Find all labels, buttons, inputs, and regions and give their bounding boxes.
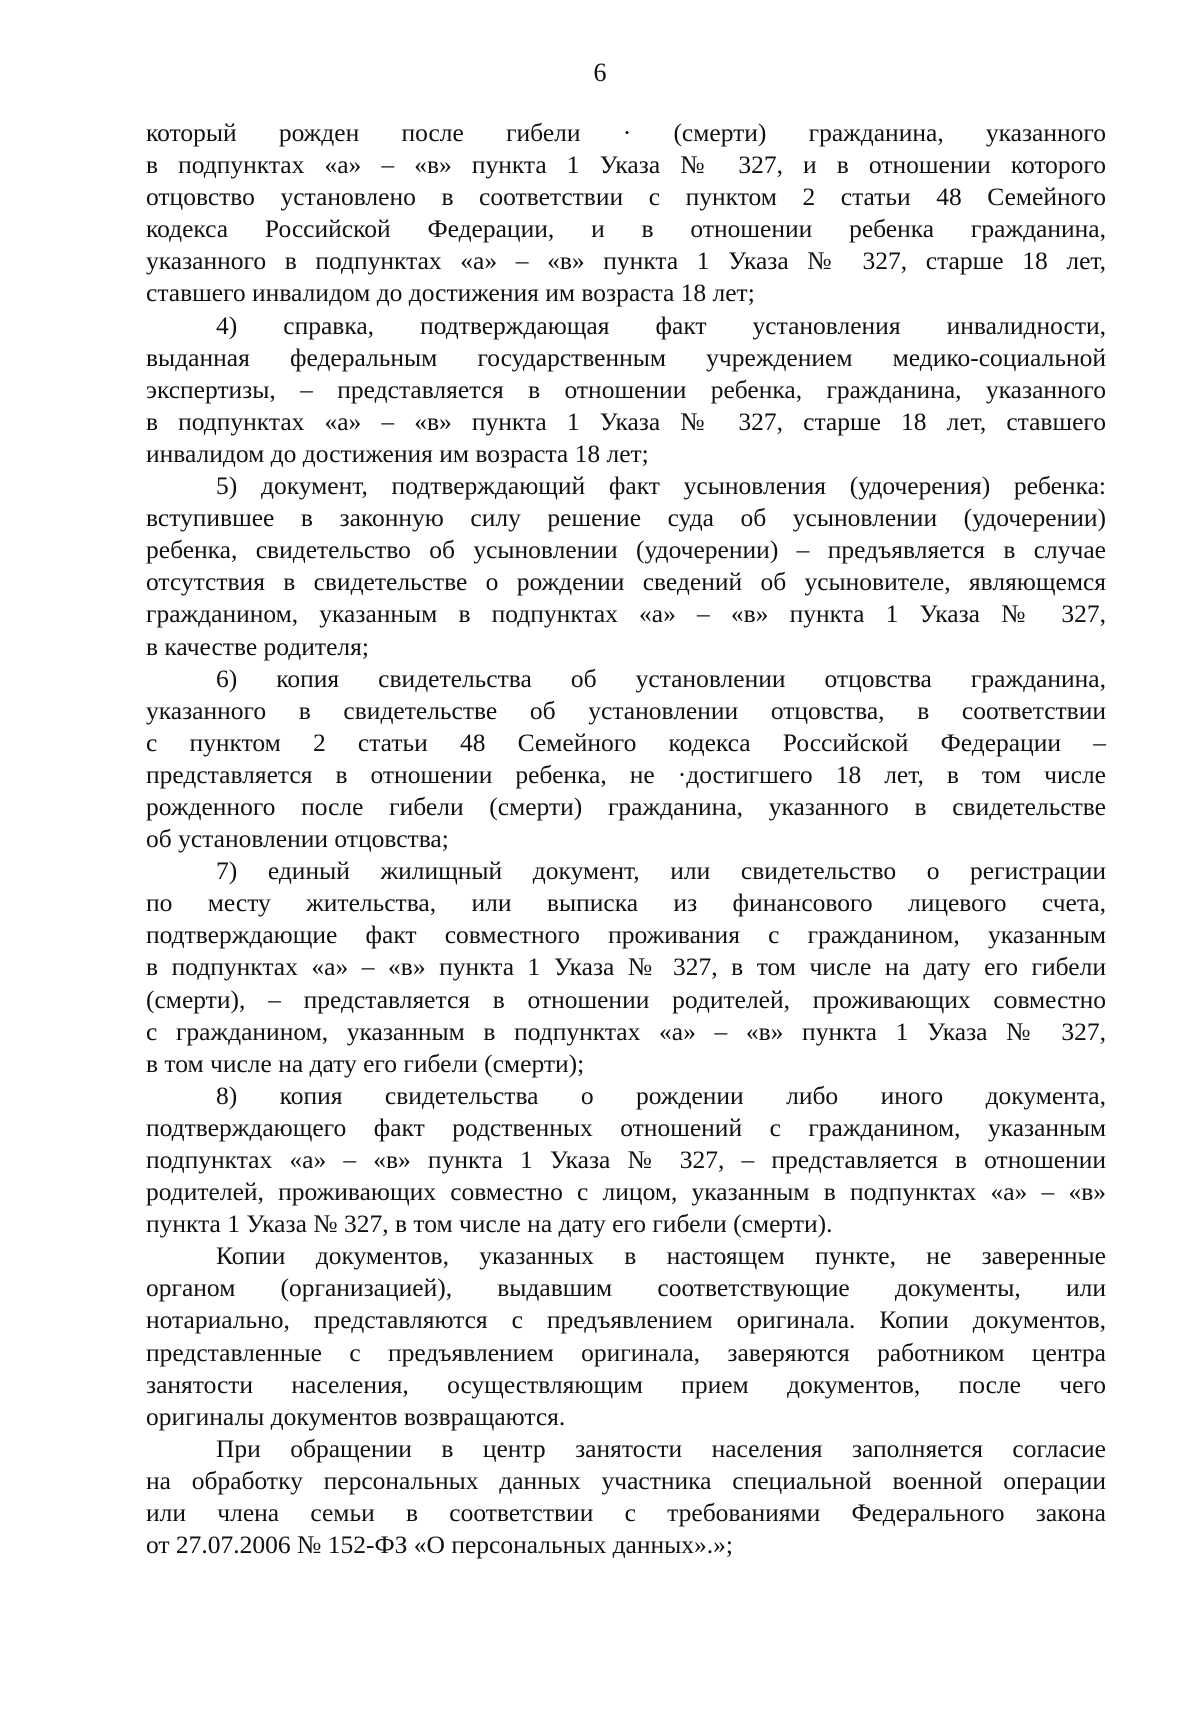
text-line: с гражданином, указанным в подпунктах «а» – «в» пункта 1 Указа № 327, [146,1016,1106,1046]
text-line: 7) единый жилищный документ, или свидетельство о регистрации [216,856,1106,886]
text-line: пункта 1 Указа № 327, в том числе на дату его гибели (смерти). [146,1209,833,1239]
paragraph [146,1080,1106,1240]
text-line: с пунктом 2 статьи 48 Семейного кодекса Российской Федерации – [146,727,1106,757]
text-line: инвалидом до достижения им возраста 18 лет; [146,438,649,468]
text-line: в подпунктах «а» – «в» пункта 1 Указа № 327, старше 18 лет, ставшего [146,406,1106,436]
text-line: указанного в свидетельстве об установлении отцовства, в соответствии [146,695,1106,725]
text-line: ставшего инвалидом до достижения им возраста 18 лет; [146,278,755,308]
text-line: подпунктах «а» – «в» пункта 1 Указа № 327, – представляется в отношении [146,1145,1106,1174]
page-number: 6 [593,58,607,87]
text-line: подтверждающего факт родственных отношений с гражданином, указанным [146,1112,1106,1142]
text-line: занятости населения, осуществляющим прием документов, после чего [146,1369,1106,1399]
text-line: указанного в подпунктах «а» – «в» пункта 1 Указа № 327, старше 18 лет, [146,246,1106,276]
text-line: в том числе на дату его гибели (смерти); [146,1048,585,1078]
text-line: При обращении в центр занятости населения заполняется согласие [216,1433,1106,1463]
text-line: органом (организацией), выдавшим соответствующие документы, или [146,1273,1106,1303]
text-line: от 27.07.2006 № 152-ФЗ «О персональных данных».»; [146,1530,733,1560]
text-line: вступившее в законную силу решение суда об усыновлении (удочерении) [146,503,1106,533]
document-body [146,117,1106,1561]
text-line: (смерти), – представляется в отношении родителей, проживающих совместно [146,984,1106,1014]
text-line: по месту жительства, или выписка из финансового лицевого счета, [146,888,1106,918]
paragraph [146,117,1106,310]
text-line: который рожден после гибели · (смерти) гражданина, указанного [146,118,1106,147]
text-line: нотариально, представляются с предъявлением оригинала. Копии документов, [146,1305,1106,1335]
paragraph [146,855,1106,1080]
text-line: отцовство установлено в соответствии с пунктом 2 статьи 48 Семейного [146,182,1106,212]
text-line: 4) справка, подтверждающая факт установления инвалидности, [216,310,1106,340]
text-line: подтверждающие факт совместного проживания с гражданином, указанным [146,920,1106,950]
text-line: в подпунктах «а» – «в» пункта 1 Указа № 327, и в отношении которого [146,150,1106,180]
text-line: представленные с предъявлением оригинала, заверяются работником центра [146,1337,1106,1367]
paragraph [146,470,1106,663]
text-line: на обработку персональных данных участника специальной военной операции [146,1465,1106,1495]
paragraph [146,310,1106,470]
text-line: выданная федеральным государственным учреждением медико-социальной [146,342,1106,372]
paragraph [146,663,1106,856]
text-line: кодекса Российской Федерации, и в отношении ребенка гражданина, [146,214,1106,244]
text-line: гражданином, указанным в подпунктах «а» – «в» пункта 1 Указа № 327, [146,599,1106,629]
text-line: представляется в отношении ребенка, не ·достигшего 18 лет, в том числе [146,759,1106,789]
text-line: оригиналы документов возвращаются. [146,1401,566,1431]
text-line: отсутствия в свидетельстве о рождении сведений об усыновителе, являющемся [146,567,1106,597]
text-line: в подпунктах «а» – «в» пункта 1 Указа № 327, в том числе на дату его гибели [146,952,1106,982]
text-line: в качестве родителя; [146,631,369,661]
paragraph [146,1433,1106,1561]
text-line: 6) копия свидетельства об установлении отцовства гражданина, [216,663,1106,693]
text-line: экспертизы, – представляется в отношении ребенка, гражданина, указанного [146,374,1106,404]
text-line: рожденного после гибели (смерти) гражданина, указанного в свидетельстве [146,791,1106,821]
text-line: Копии документов, указанных в настоящем пункте, не заверенные [216,1241,1106,1271]
text-line: или члена семьи в соответствии с требованиями Федерального закона [146,1498,1106,1528]
text-line: ребенка, свидетельство об усыновлении (удочерении) – предъявляется в случае [146,535,1106,565]
text-line: 8) копия свидетельства о рождении либо иного документа, [216,1080,1106,1110]
text-line: 5) документ, подтверждающий факт усыновления (удочерения) ребенка: [216,471,1106,501]
text-line: родителей, проживающих совместно с лицом, указанным в подпунктах «а» – «в» [146,1177,1106,1207]
paragraph [146,1240,1106,1433]
text-line: об установлении отцовства; [146,824,449,854]
